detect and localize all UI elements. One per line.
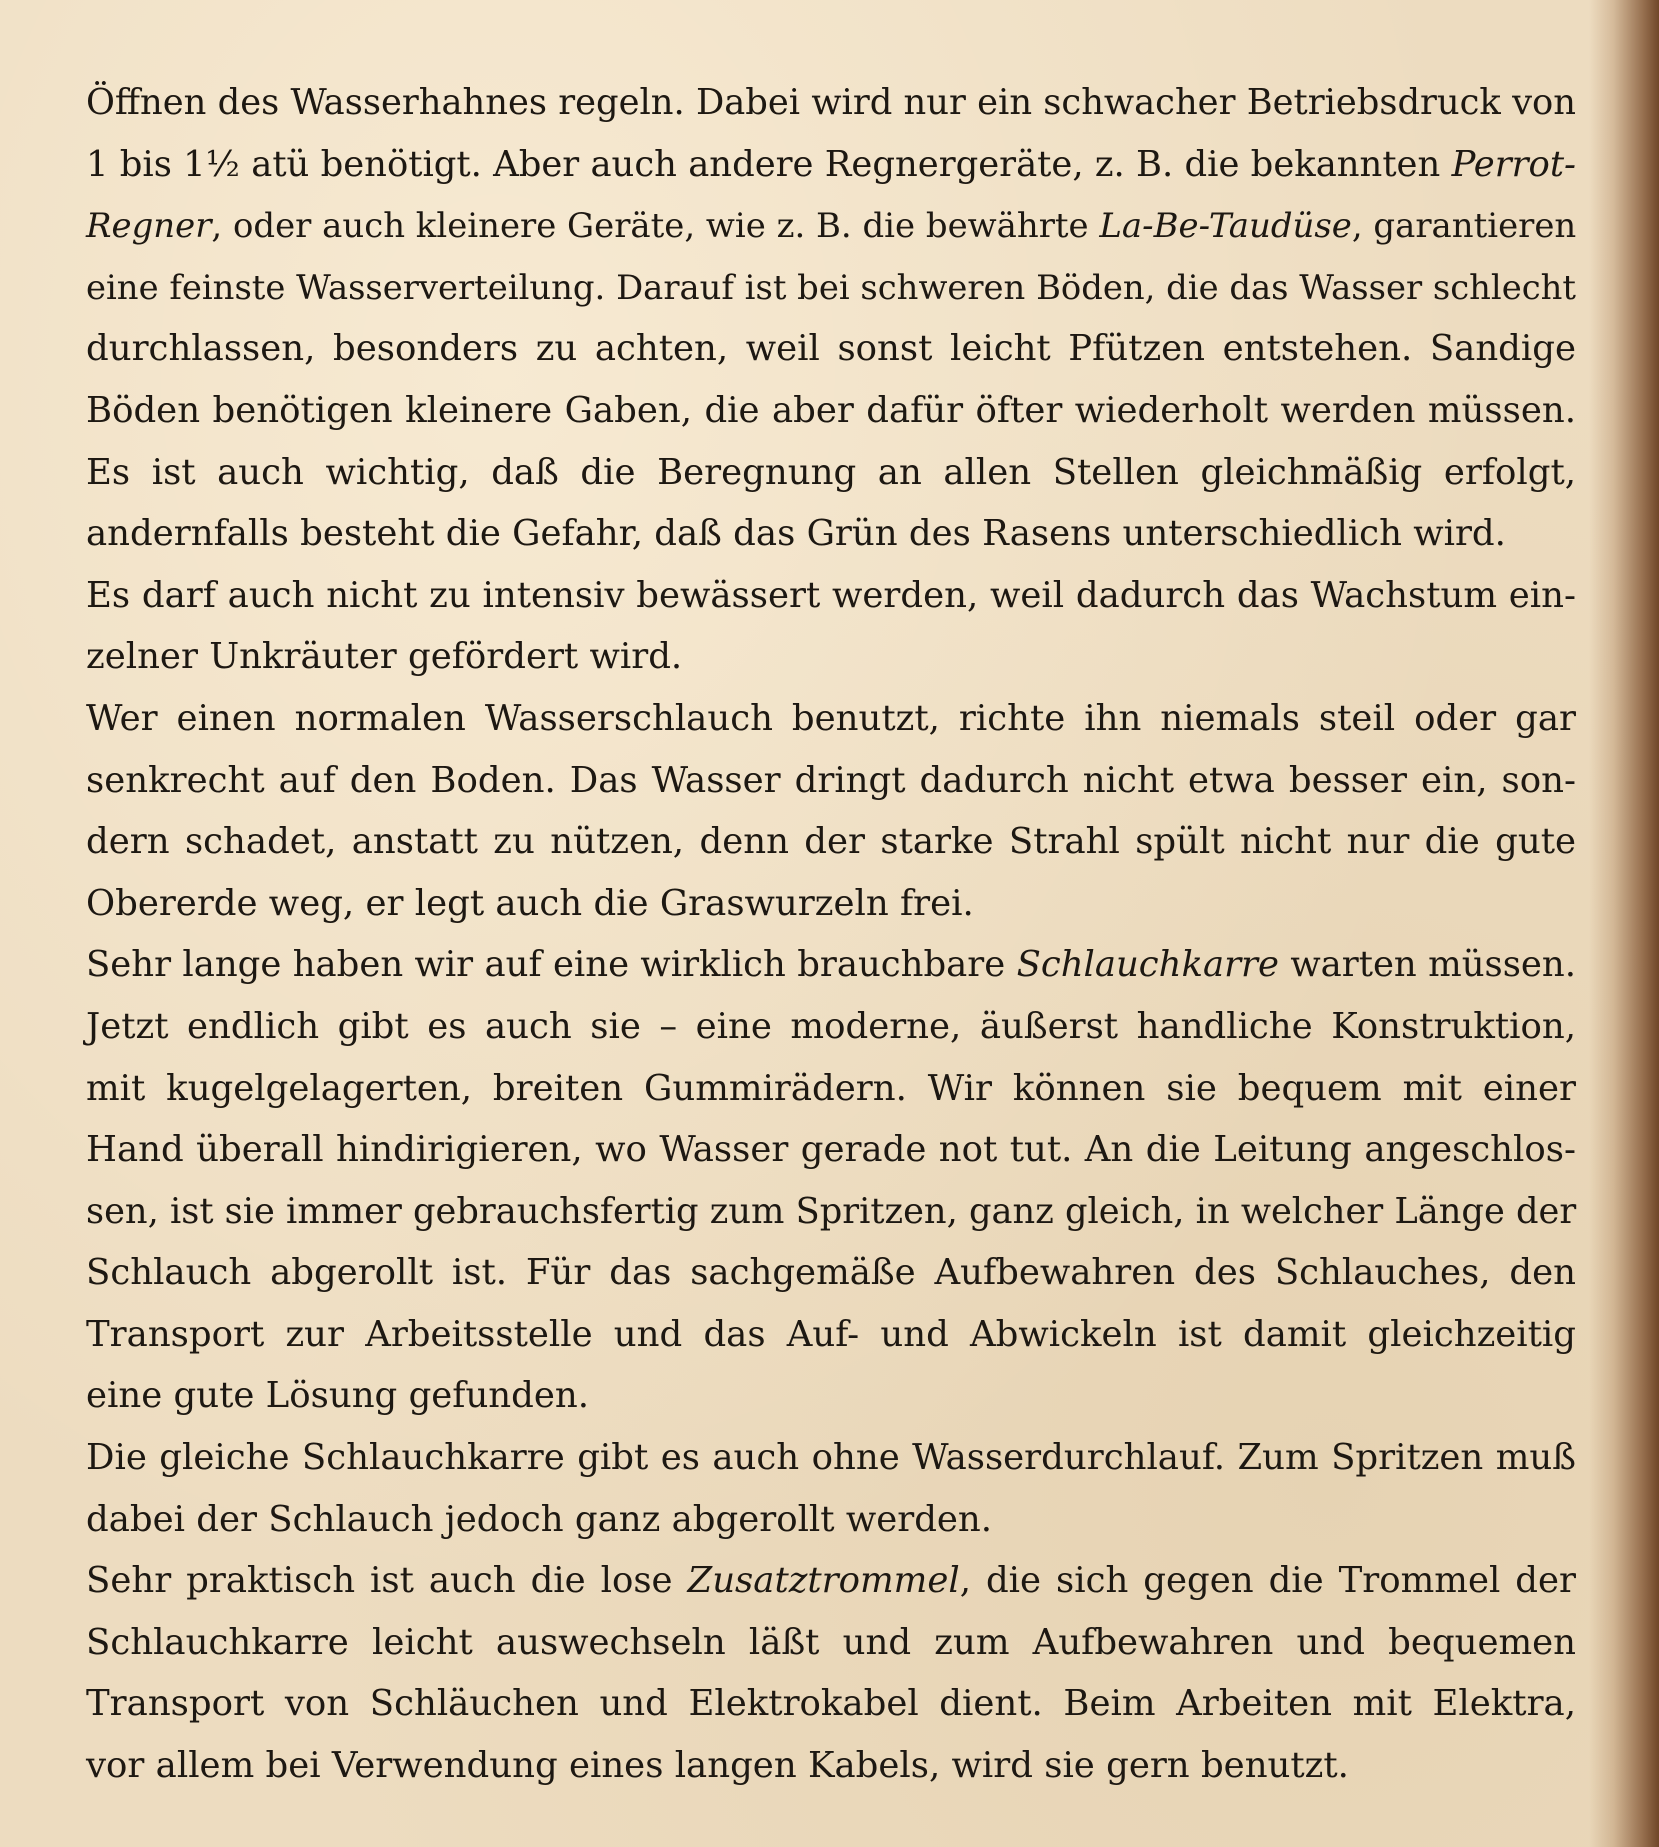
text-line [86, 565, 1576, 627]
text-line [86, 1735, 1576, 1797]
text-segment: eine gute Lösung gefunden. [86, 1375, 590, 1417]
paragraph [86, 1550, 1576, 1796]
text-segment: dabei der Schlauch jedoch ganz abgerollt werden. [86, 1498, 993, 1540]
text-line [86, 1489, 1576, 1551]
text-line [86, 72, 1576, 134]
text-segment: Obererde weg, er legt auch die Graswurzeln frei. [86, 882, 974, 924]
text-segment: vor allem bei Verwendung eines langen Kabels, wird sie gern benutzt. [86, 1745, 1349, 1787]
text-line [86, 257, 1576, 319]
text-segment: Wer einen normalen Wasserschlauch benutzt, richte ihn niemals steil oder gar [86, 697, 1576, 739]
paragraph [86, 72, 1576, 565]
text-segment: dern schadet, anstatt zu nützen, denn der starke Strahl spült nicht nur die gute [86, 821, 1576, 863]
text-segment: sen, ist sie immer gebrauchsfertig zum Spritzen, ganz gleich, in welcher Länge der [86, 1190, 1577, 1232]
text-segment: durchlassen, besonders zu achten, weil sonst leicht Pfützen entstehen. Sandige [86, 328, 1576, 370]
paragraph [86, 1427, 1576, 1550]
text-line [86, 811, 1576, 873]
text-segment: , oder auch kleinere Geräte, wie z. B. die bewährte [211, 206, 1100, 246]
italic-term: Schlauchkarre [1016, 944, 1279, 986]
text-segment: Es ist auch wichtig, daß die Beregnung an allen Stellen gleichmäßig erfolgt, [86, 451, 1576, 493]
text-line [86, 503, 1576, 565]
text-segment: Es darf auch nicht zu intensiv bewässert werden, weil dadurch das Wachstum ein- [86, 574, 1576, 616]
text-line [86, 688, 1576, 750]
italic-term: La-Be-Taudüse [1099, 206, 1352, 246]
text-line [86, 934, 1576, 996]
italic-term: Regner [86, 206, 212, 246]
text-segment: Die gleiche Schlauchkarre gibt es auch ohne Wasserdurchlauf. Zum Spritzen muß [86, 1437, 1576, 1479]
text-line [86, 195, 1576, 257]
text-line [86, 318, 1576, 380]
paragraph [86, 934, 1576, 1427]
text-line [86, 1365, 1576, 1427]
text-line [86, 1181, 1576, 1243]
text-line [86, 1058, 1576, 1120]
text-segment: Transport zur Arbeitsstelle und das Auf- und Abwickeln ist damit gleichzeitig [86, 1313, 1576, 1355]
text-line [86, 1612, 1576, 1674]
text-line [86, 442, 1576, 504]
text-segment: zelner Unkräuter gefördert wird. [86, 636, 683, 678]
text-segment: Transport von Schläuchen und Elektrokabel dient. Beim Arbeiten mit Elektra, [86, 1683, 1576, 1725]
text-line [86, 1242, 1576, 1304]
body-text [86, 72, 1576, 1797]
page-edge-shadow [1589, 0, 1659, 1847]
text-segment: Hand überall hindirigieren, wo Wasser gerade not tut. An die Leitung angeschlos- [86, 1129, 1576, 1171]
text-line [86, 626, 1576, 688]
text-segment: Sehr lange haben wir auf eine wirklich brauchbare [86, 944, 1017, 986]
text-segment: Sehr praktisch ist auch die lose [86, 1560, 688, 1602]
text-segment: Schlauchkarre leicht auswechseln läßt und zum Aufbewahren und bequemen [86, 1621, 1576, 1663]
text-segment: eine feinste Wasserverteilung. Darauf ist bei schweren Böden, die das Wasser schlecht [86, 267, 1576, 307]
paragraph [86, 565, 1576, 688]
text-line [86, 750, 1576, 812]
text-segment: Jetzt endlich gibt es auch sie – eine moderne, äußerst handliche Konstruktion, [86, 1005, 1576, 1047]
text-segment: warten müssen. [1278, 944, 1576, 986]
text-segment: 1 bis 1½ atü benötigt. Aber auch andere Regnergeräte, z. B. die bekannten [86, 143, 1452, 185]
text-segment: , garantieren [1351, 206, 1577, 246]
text-line [86, 134, 1576, 196]
paragraph [86, 688, 1576, 934]
text-segment: Schlauch abgerollt ist. Für das sachgemäße Aufbewahren des Schlauches, den [86, 1252, 1576, 1294]
text-line [86, 1550, 1576, 1612]
text-line [86, 380, 1576, 442]
text-line [86, 1304, 1576, 1366]
italic-term: Zusatztrommel [687, 1560, 960, 1602]
italic-term: Perrot- [1451, 143, 1576, 185]
text-line [86, 1119, 1576, 1181]
text-segment: , die sich gegen die Trommel der [959, 1560, 1576, 1602]
text-segment: mit kugelgelagerten, breiten Gummirädern. Wir können sie bequem mit einer [86, 1067, 1576, 1109]
text-segment: senkrecht auf den Boden. Das Wasser dringt dadurch nicht etwa besser ein, son- [86, 759, 1576, 801]
text-segment: andernfalls besteht die Gefahr, daß das Grün des Rasens unterschiedlich wird. [86, 513, 1506, 555]
text-line [86, 1673, 1576, 1735]
text-segment: Öffnen des Wasserhahnes regeln. Dabei wird nur ein schwacher Betriebsdruck von [86, 82, 1576, 123]
text-line [86, 873, 1576, 935]
text-line [86, 996, 1576, 1058]
text-segment: Böden benötigen kleinere Gaben, die aber dafür öfter wiederholt werden müssen. [86, 389, 1576, 431]
text-line [86, 1427, 1576, 1489]
